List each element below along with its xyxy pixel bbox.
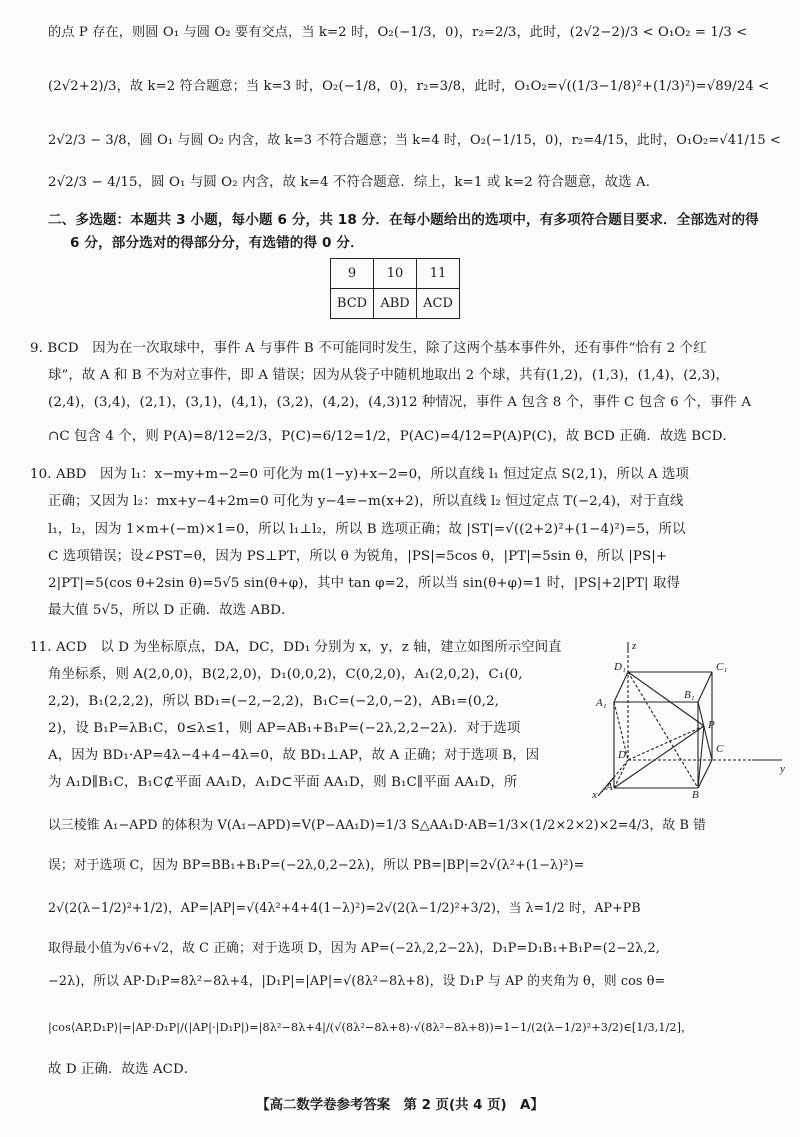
vertex-label-A: A xyxy=(606,781,613,793)
table-cell: ACD xyxy=(417,289,460,319)
text-line: 2√2/3 − 3/8，圆 O₁ 与圆 O₂ 内含，故 k=3 不符合题意；当 k=4 时，O₂(−1/15，0)，r₂=4/15，此时，O₁O₂=√41/15 < xyxy=(48,133,781,148)
vertex-label-D: D xyxy=(618,749,626,761)
table-row xyxy=(331,259,460,289)
vertex-label-B: B xyxy=(692,789,699,800)
q9-line: (2,4)，(3,4)，(2,1)，(3,1)，(4,1)，(3,2)，(4,2)，(4,3)12 种情况，事件 A 包含 8 个，事件 C 包含 6 个，事件 A xyxy=(48,395,752,410)
axis-label-y: y xyxy=(780,763,785,775)
text-line: (2√2+2)/3，故 k=2 符合题意；当 k=3 时，O₂(−1/8，0)，r₂=3/8，此时，O₁O₂=√((1/3−1/8)²+(1/3)²)=√89/24 < xyxy=(48,79,770,94)
axis-label-x: x xyxy=(592,789,597,800)
q11-line: 2,2)，B₁(2,2,2)，所以 BD₁=(−2,−2,2)，B₁C=(−2,0,−2)，AB₁=(0,2, xyxy=(48,694,499,709)
cube-diagram xyxy=(592,640,792,800)
q9-line: ∩C 包含 4 个，则 P(A)=8/12=2/3，P(C)=6/12=1/2，P(AC)=4/12=P(A)P(C)，故 BCD 正确．故选 BCD． xyxy=(48,429,737,444)
table-row xyxy=(331,289,460,319)
q11-line: 取得最小值为√6+√2，故 C 正确；对于选项 D，因为 AP=(−2λ,2,2−2λ)，D₁P=D₁B₁+B₁P=(2−2λ,2, xyxy=(48,941,660,956)
section-heading: 二、多选题：本题共 3 小题，每小题 6 分，共 18 分．在每小题给出的选项中，有多项符合题目要求．全部选对的得 xyxy=(48,212,759,228)
q10-line: l₁，l₂，因为 1×m+(−m)×1=0，所以 l₁⊥l₂，所以 B 选项正确；故 |ST|=√((2+2)²+(1−4)²)=5，所以 xyxy=(48,522,686,537)
section-heading-cont: 6 分，部分选对的得部分分，有选错的得 0 分． xyxy=(70,235,364,251)
q9-line: 9. BCD 因为在一次取球中，事件 A 与事件 B 不可能同时发生，除了这两个基本事件外，还有事件“恰有 2 个红 xyxy=(30,341,707,356)
q11-line: 为 A₁D∥B₁C，B₁C⊄平面 AA₁D，A₁D⊂平面 AA₁D，则 B₁C∥平面 AA₁D，所 xyxy=(48,775,518,790)
q11-line: 2)，设 B₁P=λB₁C，0≤λ≤1，则 AP=AB₁+B₁P=(−2λ,2,2−2λ)．对于选项 xyxy=(48,721,521,736)
vertex-label-B1: B₁ xyxy=(684,689,695,701)
vertex-label-C: C xyxy=(716,743,724,755)
q10-line: 2|PT|=5(cos θ+2sin θ)=5√5 sin(θ+φ)，其中 tan φ=2，所以当 sin(θ+φ)=1 时，|PS|+2|PT| 取得 xyxy=(48,576,681,591)
q10-line: 10. ABD 因为 l₁：x−my+m−2=0 可化为 m(1−y)+x−2=0，所以直线 l₁ 恒过定点 S(2,1)，所以 A 选项 xyxy=(30,467,689,482)
axis-label-z: z xyxy=(632,640,637,652)
text-line: 2√2/3 − 4/15，圆 O₁ 与圆 O₂ 内含，故 k=4 不符合题意．综上，k=1 或 k=2 符合题意，故选 A． xyxy=(48,175,660,190)
vertex-label-A1: A₁ xyxy=(596,697,607,709)
q10-line: 最大值 5√5，所以 D 正确．故选 ABD． xyxy=(48,603,295,618)
q9-line: 球”，故 A 和 B 不为对立事件，即 A 错误；因为从袋子中随机地取出 2 个球，共有(1,2)，(1,3)，(1,4)，(2,3)， xyxy=(48,368,730,383)
table-cell: 11 xyxy=(417,259,460,289)
q11-line: 11. ACD 以 D 为坐标原点，DA，DC，DD₁ 分别为 x，y，z 轴，建立如图所示空间直 xyxy=(30,640,562,655)
point-label-P: P xyxy=(708,719,715,731)
q11-line: 以三棱锥 A₁−APD 的体积为 V(A₁−APD)=V(P−AA₁D)=1/3 S△AA₁D·AB=1/3×(1/2×2×2)×2=4/3，故 B 错 xyxy=(48,818,707,833)
q11-line: |cos⟨AP,D₁P⟩|=|AP·D₁P|/(|AP|·|D₁P|)=|8λ²−8λ+4|/(√(8λ²−8λ+8)·√(8λ²−8λ+8))=1−1/(2(λ−1/2)²+3/2)∈[1/3,1/2]， xyxy=(48,1021,693,1034)
table-cell: 9 xyxy=(331,259,374,289)
page-footer: 【高二数学卷参考答案 第 2 页(共 4 页) A】 xyxy=(256,1098,544,1113)
q11-line: 故 D 正确．故选 ACD． xyxy=(48,1062,198,1077)
text-line: 的点 P 存在，则圆 O₁ 与圆 O₂ 要有交点，当 k=2 时，O₂(−1/3，0)，r₂=2/3，此时，(2√2−2)/3 < O₁O₂ = 1/3 < xyxy=(48,25,748,40)
vertex-label-D1: D₁ xyxy=(614,661,626,673)
q11-line: 2√(2(λ−1/2)²+1/2)，AP=|AP|=√(4λ²+4+4(1−λ)²)=2√(2(λ−1/2)²+3/2)，当 λ=1/2 时，AP+PB xyxy=(48,900,641,915)
table-cell: 10 xyxy=(374,259,417,289)
q11-line: 角坐标系，则 A(2,0,0)，B(2,2,0)，D₁(0,0,2)，C(0,2,0)，A₁(2,0,2)，C₁(0, xyxy=(48,667,523,682)
q11-line: A，因为 BD₁·AP=4λ−4+4−4λ=0，故 BD₁⊥AP，故 A 正确；对于选项 B，因 xyxy=(48,748,540,763)
table-cell: BCD xyxy=(331,289,374,319)
q11-line: −2λ)，所以 AP·D₁P=8λ²−8λ+4，|D₁P|=|AP|=√(8λ²−8λ+8)，设 D₁P 与 AP 的夹角为 θ，则 cos θ= xyxy=(48,974,666,989)
q10-line: C 选项错误；设∠PST=θ，因为 PS⊥PT，所以 θ 为锐角，|PS|=5cos θ，|PT|=5sin θ，所以 |PS|+ xyxy=(48,549,668,564)
q10-line: 正确；又因为 l₂：mx+y−4+2m=0 可化为 y−4=−m(x+2)，所以直线 l₂ 恒过定点 T(−2,4)，对于直线 xyxy=(48,494,684,509)
q11-line: 误；对于选项 C，因为 BP=BB₁+B₁P=(−2λ,0,2−2λ)，所以 PB=|BP|=2√(λ²+(1−λ)²)= xyxy=(48,858,585,873)
table-cell: ABD xyxy=(374,289,417,319)
vertex-label-C1: C₁ xyxy=(716,661,728,673)
answer-table xyxy=(330,258,460,319)
